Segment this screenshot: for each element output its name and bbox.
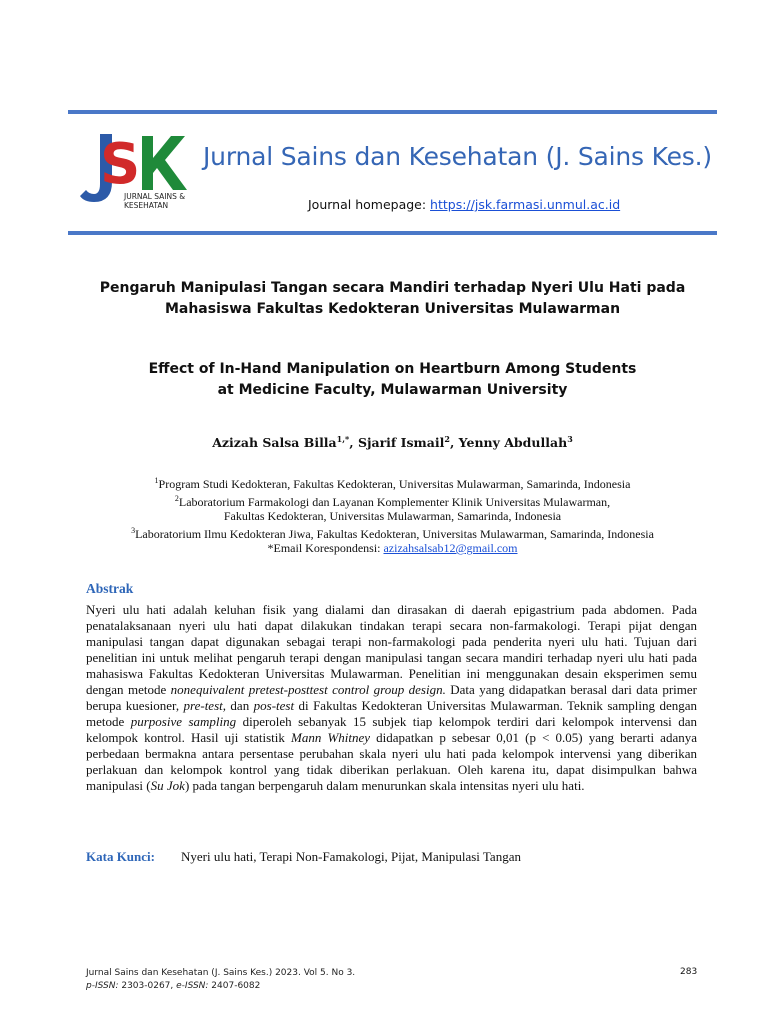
header-bottom-rule: [68, 231, 717, 235]
footer: [86, 967, 355, 993]
title-id-line-2: Mahasiswa Fakultas Kedokteran Universitas Mulawarman: [164, 301, 621, 317]
abstract-heading: Abstrak: [86, 581, 134, 596]
affiliation-2-cont: Fakultas Kedokteran, Universitas Mulawarman, Samarinda, Indonesia: [223, 509, 562, 523]
affiliation-2: $^2$Laboratorium Farmakologi dan Layanan Komplementer Klinik Universitas Mulawarman,: [174, 493, 611, 509]
author-3-affil: 3: [567, 434, 573, 444]
jsk-logo: [78, 128, 190, 214]
author-2-affil: 2: [444, 434, 450, 444]
title-id-line-1: Pengaruh Manipulasi Tangan secara Mandiri terhadap Nyeri Ulu Hati pada: [99, 280, 686, 296]
email-link[interactable]: azizahsalsab12@gmail.com: [383, 541, 518, 555]
author-1-affil: 1,*: [336, 434, 350, 444]
homepage-link[interactable]: https://jsk.farmasi.unmul.ac.id: [430, 197, 621, 212]
keywords-text: Nyeri ulu hati, Terapi Non-Famakologi, Pijat, Manipulasi Tangan: [181, 849, 521, 864]
journal-title: Jurnal Sains dan Kesehatan (J. Sains Kes.): [203, 142, 712, 171]
title-english: [68, 359, 717, 401]
author-3: Yenny Abdullah: [458, 435, 568, 451]
title-indonesian: [68, 278, 717, 320]
author-list: Azizah Salsa Billa$^{1,*}$, Sjarif Ismail$^2$, Yenny Abdullah$^3$: [212, 434, 573, 451]
affiliation-1: $^1$Program Studi Kedokteran, Fakultas Kedokteran, Universitas Mulawarman, Samarinda, Indonesia: [154, 476, 631, 491]
abstract-body: Nyeri ulu hati adalah keluhan fisik yang dialami dan dirasakan di daerah epigastrium pada abdomen. Pada penatalaksanaan nyeri ulu hati dapat dilakukan tindakan terapi secara non-farmakologi. Terapi pijat dengan manipulasi tangan dapat digunakan sebagai terapi non-farmakologi pada penderita nyeri ulu hati. Tujuan dari penelitian ini untuk melihat pengaruh terapi dengan manipulasi tangan secara mandiri terhadap nyeri ulu hati pada mahasiswa Fakultas Kedokteran Universitas Mulawarman. Penelitian ini menggunakan desain eksperimen semu dengan metode nonequivalent pretest-posttest control group design. Data yang didapatkan berasal dari data primer berupa kuesioner, pre-test, dan pos-test di Fakultas Kedokteran Universitas Mulawarman. Teknik sampling dengan metode purposive sampling diperoleh sebanyak 15 subjek tiap kelompok terdiri dari kelompok intervensi dan kelompok kontrol. Hasil uji statistik Mann Whitney didapatkan p sebesar 0,01 (p < 0.05) yang berarti adanya perbedaan bermakna antara persentase perubahan skala nyeri ulu hati pada kelompok intervensi yang diberikan perlakuan dan kelompok kontrol yang tidak diberikan perlakuan. Oleh karena itu, dapat disimpulkan bahwa manipulasi (Su Jok) pada tangan berpengaruh dalam menurunkan skala intensitas nyeri ulu hati.: [86, 602, 698, 793]
homepage-label: Journal homepage:: [308, 197, 431, 212]
svg-text:S: S: [100, 132, 141, 197]
page-number: 283: [680, 967, 698, 977]
logo-subtext-2: KESEHATAN: [124, 201, 169, 210]
logo-subtext-1: JURNAL SAINS &: [124, 192, 186, 201]
footer-issn: p-ISSN: 2303-0267, e-ISSN: 2407-6082: [86, 981, 261, 991]
affiliation-3: $^3$Laboratorium Ilmu Kedokteran Jiwa, Fakultas Kedokteran, Universitas Mulawarman, Samarinda, Indonesia: [131, 525, 654, 541]
author-2: Sjarif Ismail: [357, 435, 445, 451]
title-en-line-1: Effect of In-Hand Manipulation on Heartburn Among Students: [148, 361, 637, 377]
header-top-rule: [68, 110, 717, 114]
title-en-line-2: at Medicine Faculty, Mulawarman University: [217, 382, 568, 398]
affiliations: [68, 474, 717, 556]
correspondence: [68, 541, 717, 556]
footer-citation: Jurnal Sains dan Kesehatan (J. Sains Kes.) 2023. Vol 5. No 3.: [86, 968, 356, 978]
keywords-label: Kata Kunci:: [86, 849, 155, 864]
email-label: *Email Korespondensi:: [267, 541, 384, 555]
author-1: Azizah Salsa Billa: [212, 435, 337, 451]
journal-homepage: [308, 197, 620, 212]
